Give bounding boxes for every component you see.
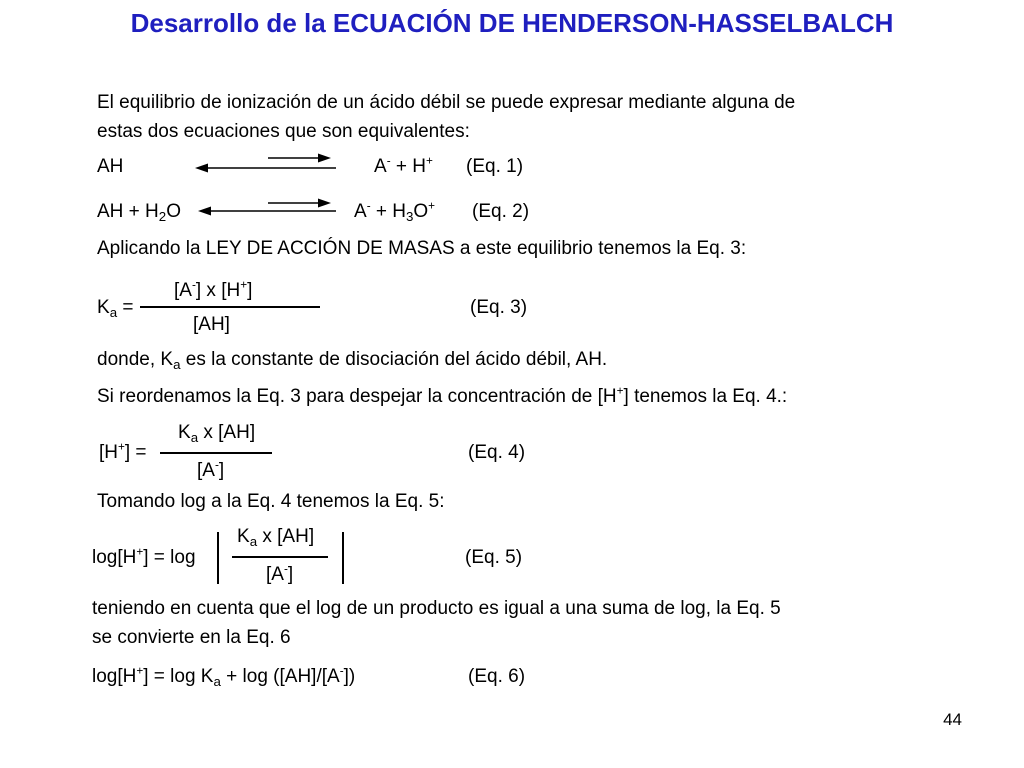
- eq1-products: A- + H+: [374, 154, 433, 177]
- eq3-label: (Eq. 3): [470, 297, 528, 318]
- law-of-mass-action-text: Aplicando la LEY DE ACCIÓN DE MASAS a este equilibrio tenemos la Eq. 3:: [97, 238, 747, 259]
- eq5-lhs: log[H+] = log: [92, 545, 196, 568]
- eq5-right-delimiter: [342, 532, 344, 584]
- slide-title: Desarrollo de la ECUACIÓN DE HENDERSON-HASSELBALCH: [130, 8, 894, 38]
- eq5-label: (Eq. 5): [465, 547, 523, 568]
- eq5-fraction-bar: [232, 556, 328, 558]
- eq2-products: $A^- + H_3O^+$: [354, 199, 436, 224]
- eq4-numerator: $K_a$ x [AH]: [178, 422, 256, 445]
- intro-line-1: El equilibrio de ionización de un ácido débil se puede expresar mediante alguna de: [97, 92, 796, 113]
- eq1-label: (Eq. 1): [466, 156, 524, 177]
- rearrange-text: Si reordenamos la Eq. 3 para despejar la concentración de [H+] tenemos la Eq. 4.:: [97, 384, 788, 407]
- eq5-numerator: $K_a$ x [AH]: [237, 526, 315, 549]
- eq2-reactants: AH + $H_2O$: [97, 201, 181, 224]
- eq5-denominator: [A-]: [266, 562, 294, 585]
- eq2-forward-arrow: [268, 199, 331, 208]
- take-log-text: Tomando log a la Eq. 4 tenemos la Eq. 5:: [97, 491, 445, 512]
- eq2-label: (Eq. 2): [472, 201, 530, 222]
- eq6-label: (Eq. 6): [468, 666, 526, 687]
- page-number: 44: [943, 710, 962, 729]
- eq2-reverse-arrow: [198, 207, 336, 216]
- eq3-denominator: [AH]: [193, 314, 230, 335]
- eq6-expression: $\log[H^+] = \log K_a + \log ([AH]/[A^-])$: [92, 664, 356, 689]
- intro-line-2: estas dos ecuaciones que son equivalentes:: [97, 121, 470, 142]
- eq3-fraction-bar: [140, 306, 320, 308]
- eq4-lhs: [H+] =: [99, 440, 147, 463]
- eq3-numerator: [A-] x [H+]: [174, 278, 253, 301]
- eq4-label: (Eq. 4): [468, 442, 526, 463]
- eq1-forward-arrow: [268, 154, 331, 163]
- ka-definition-text: donde, $K_a$ es la constante de disociación del ácido débil, AH.: [97, 349, 608, 372]
- eq4-denominator: [A-]: [197, 458, 225, 481]
- eq4-fraction-bar: [160, 452, 272, 454]
- eq3-lhs: $K_a$ =: [97, 297, 134, 320]
- explanation-line-1: teniendo en cuenta que el log de un producto es igual a una suma de log, la Eq. 5: [92, 598, 781, 619]
- eq1-reverse-arrow: [195, 164, 336, 173]
- explanation-line-2: se convierte en la Eq. 6: [92, 627, 291, 648]
- eq1-reactant: AH: [97, 156, 124, 177]
- eq5-left-delimiter: [217, 532, 219, 584]
